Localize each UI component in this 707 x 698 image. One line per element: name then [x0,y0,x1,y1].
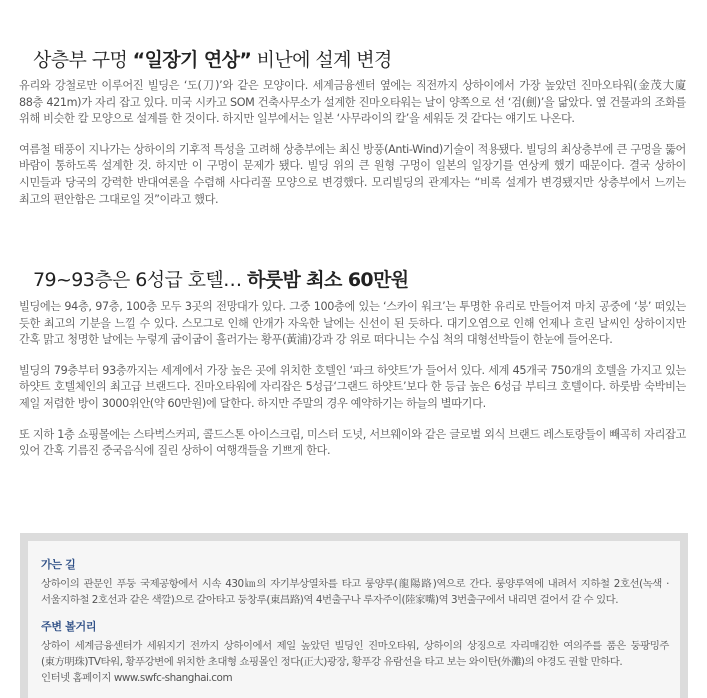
heading-text: 79~93층은 6성급 호텔… [33,269,248,291]
homepage-text: 인터넷 홈페이지 www.swfc-shanghai.com [41,672,233,684]
travel-info-box [20,533,688,698]
section-body [19,299,686,474]
heading-emphasis: 하룻밤 최소 60만원 [247,269,409,291]
section-heading [33,45,392,72]
paragraph: 빌딩의 79층부터 93층까지는 세계에서 가장 높은 곳에 위치한 호텔인 ‘파크 하얏트’가 들어서 있다. 세계 45개국 750개의 호텔을 가지고 있는 하얏트 호텔체인의 최고급 브랜드다. 진마오타워에 자리잡은 5성급‘그랜드 하얏트’보다 한 등급 높은 6성급 부티크 호텔이다. 하룻밤 숙박비는 제일 저렴한 방이 3000위안(약 60만원)에 달한다. 하지만 주말의 경우 예약하기는 하늘의 별따기다. [19,363,686,410]
nearby-heading: 주변 볼거리 [41,620,97,633]
route-text: 상하이의 관문인 푸둥 국제공항에서 시속 430㎞의 자기부상열차를 타고 룽양루(龍陽路)역으로 간다. 룽양루역에 내려서 지하철 2호선(녹색 · 서울지하철 2호선과 같은 색깔)으로 갈아타고 둥창루(東昌路)역 4번출구나 루자주이(陸家嘴)역 3번출구에서 내리면 걸어서 갈 수 있다. [41,578,669,606]
section-heading [33,265,409,292]
heading-emphasis: “일장기 연상” [132,49,252,71]
section-body [19,78,686,222]
paragraph: 유리와 강철로만 이루어진 빌딩은 ‘도(刀)’와 같은 모양이다. 세계금융센터 옆에는 직전까지 상하이에서 가장 높았던 진마오타워(金茂大廈 88층 421m)가 자리 잡고 있다. 미국 시카고 SOM 건축사무소가 설계한 진마오타워는 날이 양쪽으로 선 ‘검(劍)’을 닮았다. 옆 건물과의 조화를 위해 비슷한 칼 모양으로 설계를 한 것이다. 하지만 일부에서는 일본 ‘사무라이의 칼’을 세워둔 것 같다는 얘기도 나온다. [19,79,686,126]
paragraph: 여름철 태풍이 지나가는 상하이의 기후적 특성을 고려해 상층부에는 최신 방풍(Anti-Wind)기술이 적용됐다. 빌딩의 최상층부에 큰 구멍을 뚫어 바람이 통하도록 설계한 것. 하지만 이 구멍이 문제가 됐다. 빌딩 위의 큰 원형 구멍이 일본의 일장기를 연상케 했기 때문이다. 결국 상하이 시민들과 당국의 강력한 반대여론을 수렴해 사다리꼴 모양으로 변경했다. 모리빌딩의 관계자는 “비록 설계가 변경됐지만 상층부에서 느끼는 최고의 편안함은 그대로일 것”이라고 했다. [19,142,686,206]
route-heading: 가는 길 [41,558,76,571]
heading-text: 비난에 설계 변경 [251,49,392,71]
nearby-text: 상하이 세계금융센터가 세워지기 전까지 상하이에서 제일 높았던 빌딩인 진마오타워, 상하이의 상징으로 자리매김한 여의주를 품은 둥팡밍주(東方明珠)TV타워, 황푸강변에 위치한 초대형 쇼핑몰인 정다(正大)광장, 황푸강 유람선을 타고 보는 와이탄(外灘)의 야경도 권할 만하다. [41,640,669,668]
paragraph: 빌딩에는 94층, 97층, 100층 모두 3곳의 전망대가 있다. 그중 100층에 있는 ‘스카이 워크’는 투명한 유리로 만들어져 마치 공중에 ‘붕’ 떠있는 듯한 최고의 기분을 느낄 수 있다. 스모그로 인해 안개가 자욱한 날에는 신선이 된 듯하다. 대기오염으로 인해 언제나 흐린 날씨인 상하이지만 간혹 맑고 청명한 날에는 누렇게 굽이굽이 흘러가는 황푸(黃浦)강과 강 위로 떠다니는 수십 척의 대형선박들이 한눈에 들어온다. [19,300,686,347]
heading-text: 상층부 구멍 [33,49,133,71]
travel-info-panel [28,541,680,698]
paragraph: 또 지하 1층 쇼핑몰에는 스타벅스커피, 콜드스톤 아이스크림, 미스터 도넛, 서브웨이와 같은 글로벌 외식 브랜드 레스토랑들이 빼곡히 자리잡고 있어 간혹 기름진 중국음식에 질린 상하이 여행객들을 기쁘게 한다. [19,427,686,458]
travel-info-content [41,556,669,696]
